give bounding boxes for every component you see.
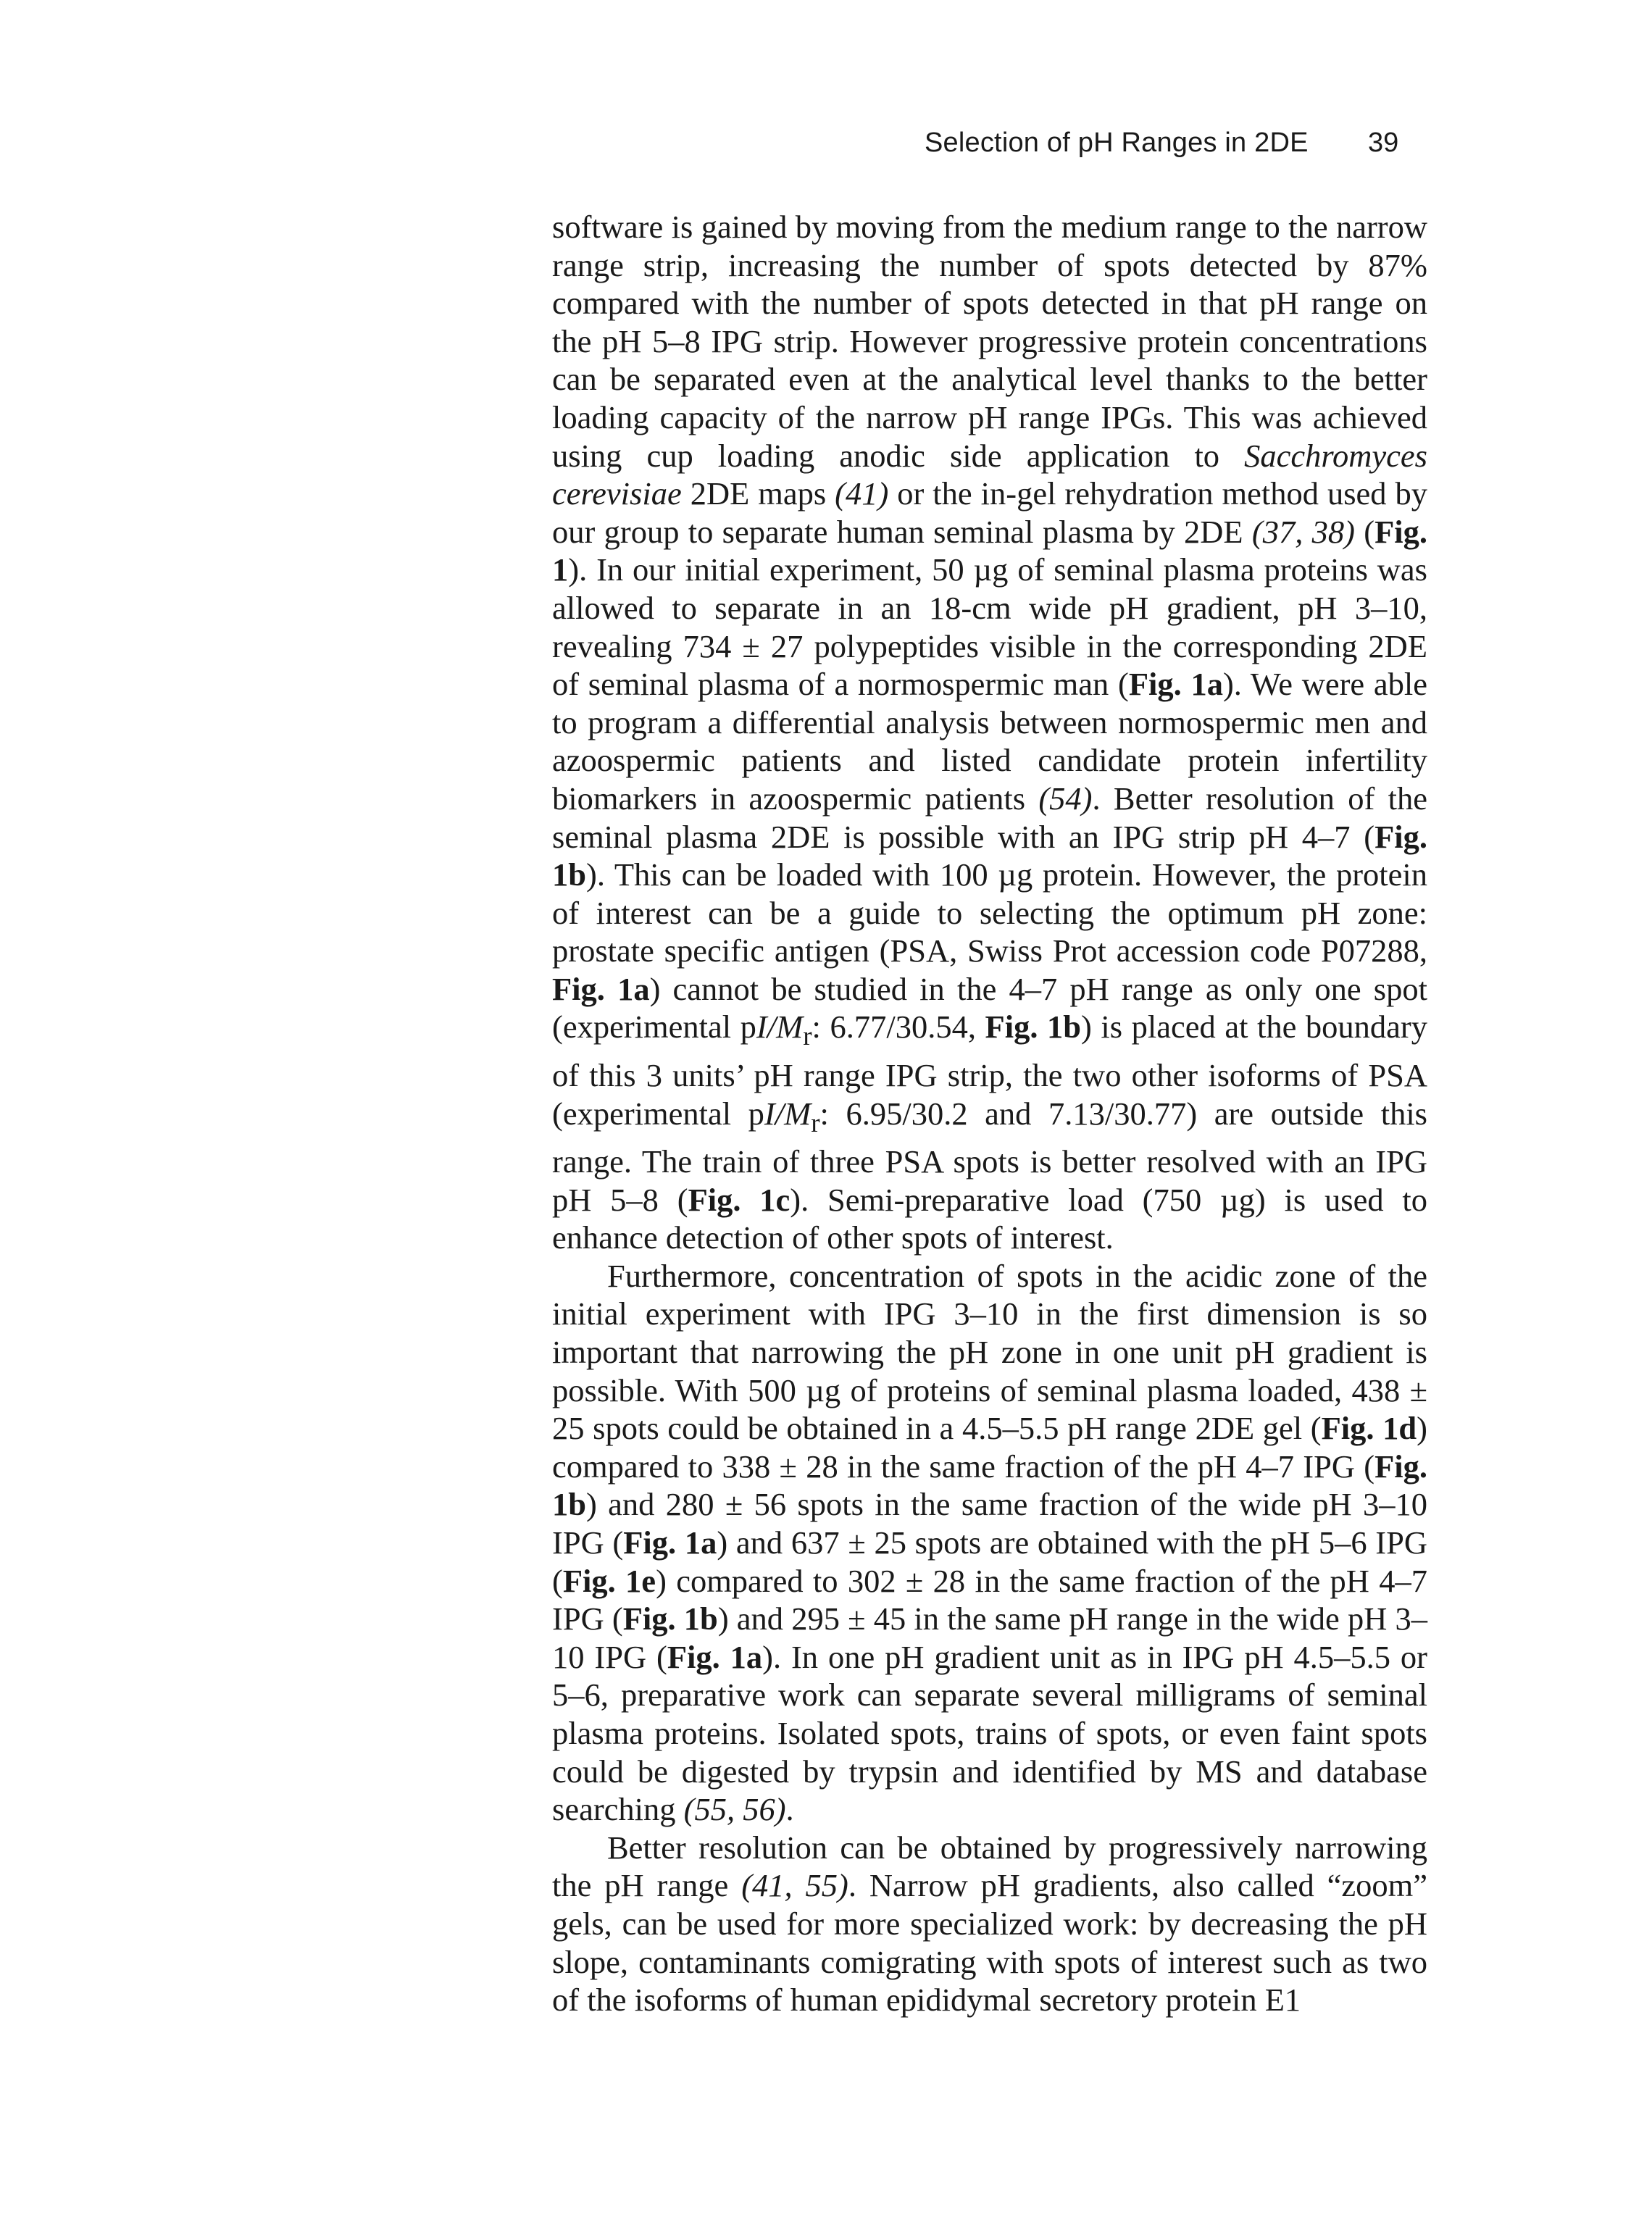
text-run: Fig. 1d bbox=[1321, 1410, 1417, 1447]
text-run: (37, 38) bbox=[1251, 513, 1355, 550]
text-run: Fig. 1a bbox=[552, 970, 650, 1007]
text-run: Fig. 1b bbox=[985, 1009, 1082, 1045]
text-run: . bbox=[785, 1791, 794, 1828]
text-run: Better resolution can be obtained by progressively narrowing the pH range bbox=[552, 1829, 1427, 1904]
text-run: software is gained by moving from the medium range to the narrow range strip, increasing the number of spots detected by 87% compared with the number of spots detected in that pH range on the pH 5–8 IPG strip. However progressive protein concentrations can be separated even at the analytical level thanks to the better loading capacity of the narrow pH range IPGs. This was achieved using cup loading anodic side application to bbox=[552, 209, 1427, 474]
text-run: Fig. 1a bbox=[623, 1524, 717, 1561]
text-run: : 6.95/30.2 and 7.13/30.77) are outside this range. The train of three PSA spots is better resolved with an IPG pH 5–8 ( bbox=[552, 1095, 1427, 1218]
text-run: ) and 295 ± 45 in the same pH range in the wide pH 3–10 IPG ( bbox=[552, 1600, 1428, 1675]
paragraph-1 bbox=[552, 208, 1427, 1257]
text-run: Fig. 1a bbox=[1128, 666, 1223, 703]
text-run: ). In our initial experiment, 50 µg of seminal plasma proteins was allowed to separate in an 18-cm wide pH gradient, pH 3–10, revealing 734 ± 27 polypeptides visible in the corresponding 2DE of seminal plasma of a normospermic man ( bbox=[552, 551, 1427, 703]
text-run: ) and 280 ± 56 spots in the same fraction of the wide pH 3–10 IPG ( bbox=[552, 1486, 1427, 1561]
text-run: (55, 56) bbox=[683, 1791, 786, 1828]
running-title: Selection of pH Ranges in 2DE bbox=[925, 128, 1309, 158]
text-run: Fig. 1b bbox=[552, 1448, 1427, 1523]
text-run: 2DE maps bbox=[681, 475, 835, 512]
text-run: (41) bbox=[835, 475, 889, 512]
text-run: ) cannot be studied in the 4–7 pH range as only one spot (experimental p bbox=[552, 970, 1427, 1045]
text-run: Fig. 1a bbox=[667, 1638, 763, 1675]
text-run: Furthermore, concentration of spots in the acidic zone of the initial experiment with IPG 3–10 in the first dimension is so important that narrowing the pH zone in one unit pH gradient is possible. With 500 µg of proteins of seminal plasma loaded, 438 ± 25 spots could be obtained in a 4.5–5.5 pH range 2DE gel ( bbox=[552, 1257, 1427, 1447]
paragraph-2 bbox=[552, 1257, 1427, 1829]
text-run: . Better resolution of the seminal plasma 2DE is possible with an IPG strip pH 4–7 ( bbox=[552, 780, 1427, 855]
text-run: (41, 55) bbox=[741, 1867, 848, 1904]
page-number: 39 bbox=[1368, 128, 1399, 158]
body-text bbox=[552, 208, 1427, 2019]
text-run: Fig. 1 bbox=[552, 513, 1427, 588]
text-run: ). We were able to program a differential analysis between normospermic men and azoospermic patients and listed candidate protein infertility biomarkers in azoospermic patients bbox=[552, 666, 1427, 817]
text-run: r bbox=[811, 1108, 820, 1138]
text-run: Sacchromyces cerevisiae bbox=[552, 437, 1427, 512]
text-run: Fig. 1e bbox=[562, 1562, 656, 1599]
text-run: : 6.77/30.54, bbox=[812, 1009, 985, 1045]
paragraph-3 bbox=[552, 1829, 1427, 2019]
text-run: I/M bbox=[756, 1009, 804, 1045]
text-run: ). This can be loaded with 100 µg protein. However, the protein of interest can be a guide to selecting the optimum pH zone: prostate specific antigen (PSA, Swiss Prot accession code P07288, bbox=[552, 856, 1427, 969]
text-run: Fig. 1b bbox=[552, 818, 1427, 893]
text-run: I/M bbox=[764, 1095, 812, 1132]
text-run: or the in-gel rehydration method used by our group to separate human seminal plasma by 2DE bbox=[552, 475, 1427, 550]
text-run: Fig. 1c bbox=[688, 1181, 790, 1218]
text-run: Fig. 1b bbox=[622, 1600, 718, 1637]
text-run: ). Semi-preparative load (750 µg) is used to enhance detection of other spots of interest. bbox=[552, 1181, 1427, 1256]
text-run: r bbox=[803, 1022, 812, 1052]
text-run: . Narrow pH gradients, also called “zoom” gels, can be used for more specialized work: by decreasing the pH slope, contaminants comigrating with spots of interest such as two of the isoforms of human epididymal secretory protein E1 bbox=[552, 1867, 1427, 2019]
text-run: ). In one pH gradient unit as in IPG pH 4.5–5.5 or 5–6, preparative work can separate several milligrams of seminal plasma proteins. Isolated spots, trains of spots, or even faint spots could be digested by trypsin and identified by MS and database searching bbox=[552, 1638, 1427, 1828]
text-run: (54) bbox=[1038, 780, 1093, 817]
text-run: ) compared to 302 ± 28 in the same fraction of the pH 4–7 IPG ( bbox=[552, 1562, 1427, 1637]
text-run: ) and 637 ± 25 spots are obtained with the pH 5–6 IPG ( bbox=[552, 1524, 1427, 1599]
text-run: ) is placed at the boundary of this 3 units’ pH range IPG strip, the two other isoforms of PSA (experimental p bbox=[552, 1009, 1427, 1132]
text-run: ) compared to 338 ± 28 in the same fraction of the pH 4–7 IPG ( bbox=[552, 1410, 1427, 1485]
text-run: ( bbox=[1354, 513, 1375, 550]
